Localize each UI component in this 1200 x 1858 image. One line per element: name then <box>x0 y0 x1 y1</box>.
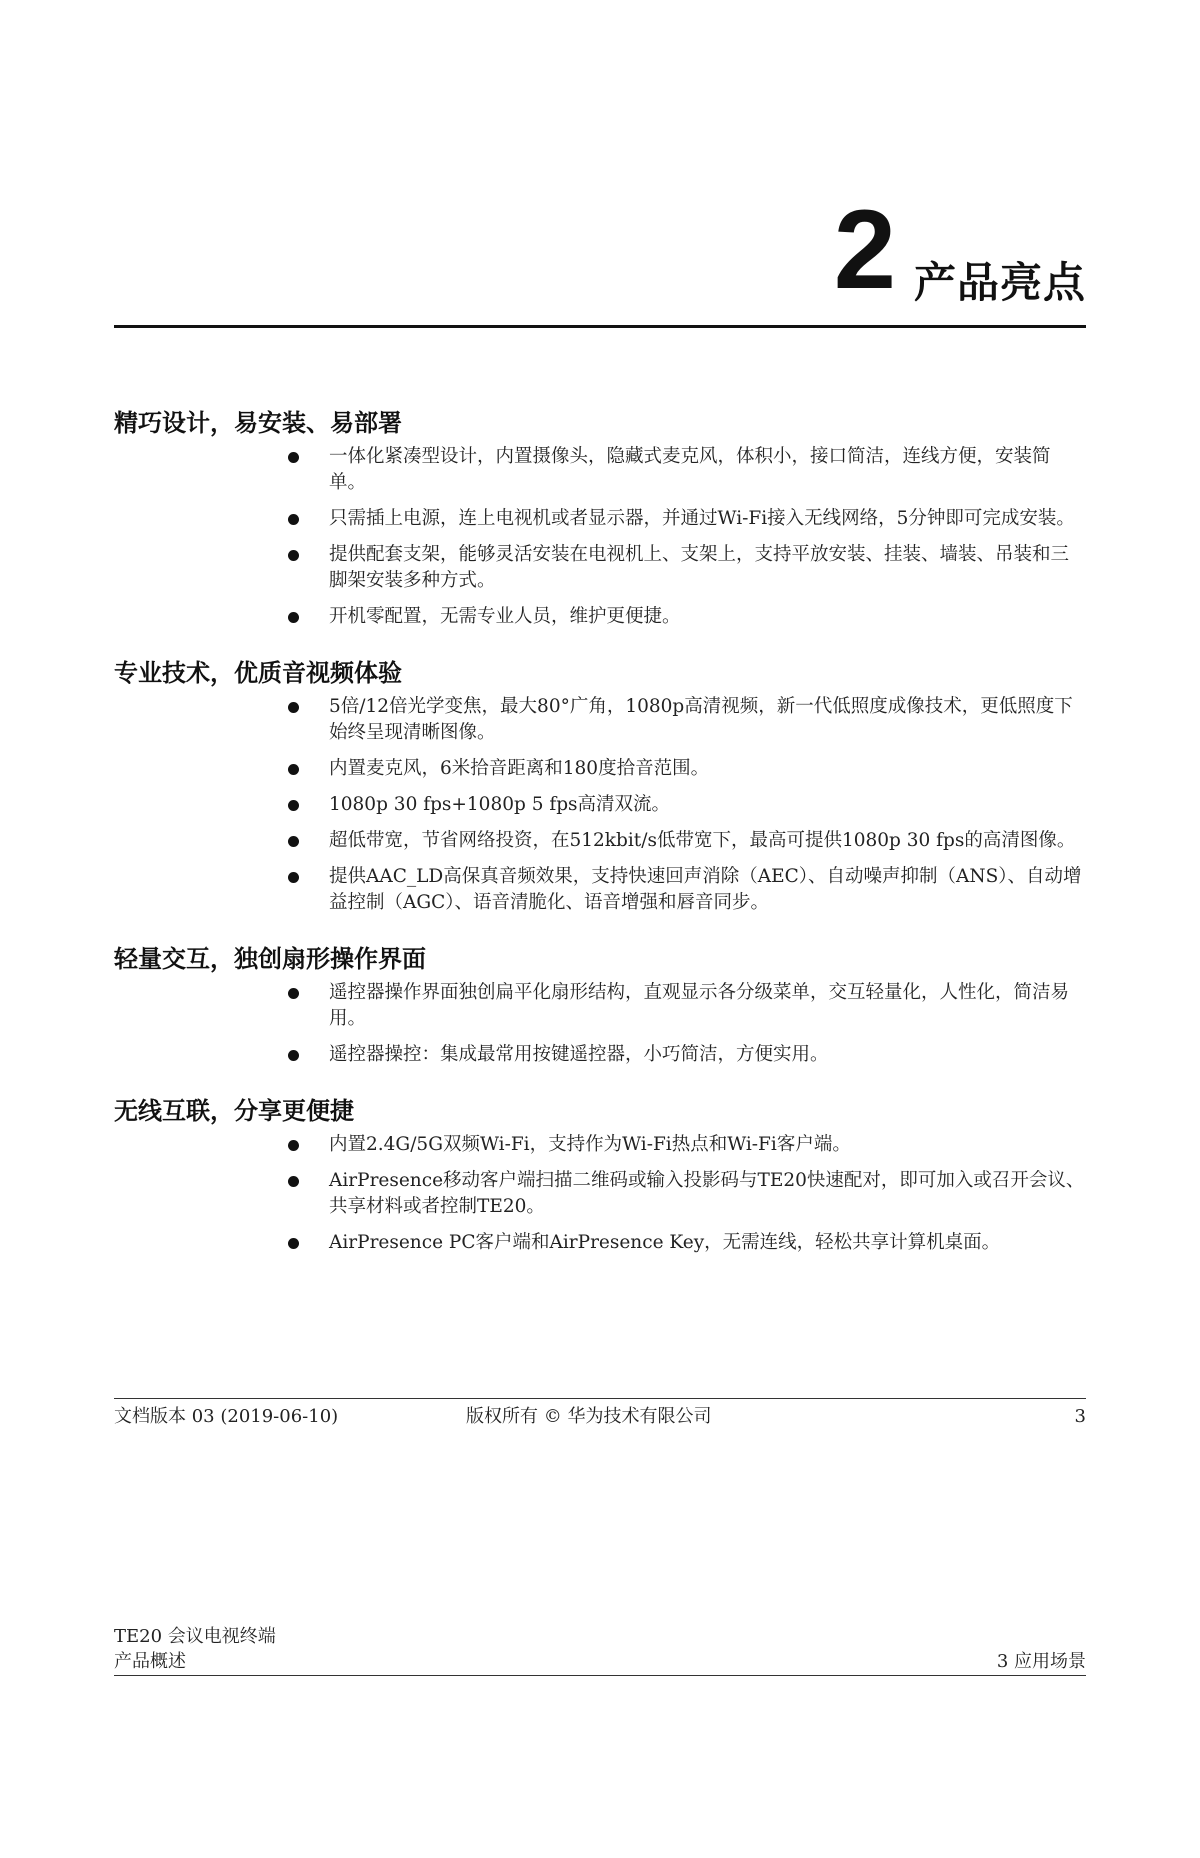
document-subtitle: 产品概述 <box>114 1651 186 1672</box>
list-item-text: 一体化紧凑型设计，内置摄像头，隐藏式麦克风，体积小，接口简洁，连线方便，安装简单。 <box>329 446 1051 493</box>
list-item-text: AirPresence PC客户端和AirPresence Key，无需连线，轻松共享计算机桌面。 <box>329 1232 1001 1253</box>
bullet-list <box>114 444 1086 630</box>
list-item <box>114 542 1086 594</box>
chapter-label: 3 应用场景 <box>996 1651 1086 1672</box>
list-item-text: 内置2.4G/5G双频Wi-Fi，支持作为Wi-Fi热点和Wi-Fi客户端。 <box>329 1134 851 1155</box>
bullet-icon <box>288 1050 299 1061</box>
bullet-icon <box>288 1140 299 1151</box>
bullet-icon <box>288 800 299 811</box>
chapter-number: 2 <box>833 187 896 312</box>
bullet-icon <box>288 702 299 713</box>
list-item-text: 只需插上电源，连上电视机或者显示器，并通过Wi-Fi接入无线网络，5分钟即可完成安装。 <box>329 508 1075 529</box>
list-item <box>114 828 1086 854</box>
section-av-experience <box>114 656 1086 916</box>
list-item <box>114 506 1086 532</box>
bullet-list <box>114 1132 1086 1256</box>
list-item <box>114 1132 1086 1158</box>
bullet-icon <box>288 872 299 883</box>
section-design <box>114 406 1086 630</box>
section-title: 轻量交互，独创扇形操作界面 <box>114 945 426 973</box>
bullet-icon <box>288 836 299 847</box>
chapter-divider <box>114 325 1086 328</box>
list-item-text: AirPresence移动客户端扫描二维码或输入投影码与TE20快速配对，即可加入或召开会议、共享材料或者控制TE20。 <box>329 1170 1085 1217</box>
list-item-text: 提供配套支架，能够灵活安装在电视机上、支架上，支持平放安装、挂装、墙装、吊装和三脚架安装多种方式。 <box>329 544 1070 591</box>
list-item-text: 开机零配置，无需专业人员，维护更便捷。 <box>329 606 681 627</box>
product-name: TE20 会议电视终端 <box>114 1626 276 1647</box>
section-title: 精巧设计，易安装、易部署 <box>114 409 402 437</box>
list-item-text: 1080p 30 fps+1080p 5 fps高清双流。 <box>329 794 671 815</box>
list-item <box>114 1042 1086 1068</box>
list-item-text: 提供AAC_LD高保真音频效果，支持快速回声消除（AEC）、自动噪声抑制（ANS）、自动增益控制（AGC）、语音清脆化、语音增强和唇音同步。 <box>329 866 1082 913</box>
bullet-icon <box>288 988 299 999</box>
list-item <box>114 604 1086 630</box>
chapter-heading <box>114 187 1086 312</box>
bullet-icon <box>288 514 299 525</box>
footer-divider <box>114 1398 1086 1399</box>
list-item-text: 超低带宽，节省网络投资，在512kbit/s低带宽下，最高可提供1080p 30 fps的高清图像。 <box>329 830 1076 851</box>
list-item <box>114 980 1086 1032</box>
list-item-text: 内置麦克风，6米拾音距离和180度拾音范围。 <box>329 758 710 779</box>
section-title: 无线互联，分享更便捷 <box>114 1097 354 1125</box>
bullet-icon <box>288 550 299 561</box>
copyright-notice: 版权所有 © 华为技术有限公司 <box>466 1406 712 1427</box>
list-item-text: 5倍/12倍光学变焦，最大80°广角，1080p高清视频，新一代低照度成像技术，更低照度下始终呈现清晰图像。 <box>329 696 1073 743</box>
bullet-icon <box>288 1176 299 1187</box>
bullet-list <box>114 694 1086 916</box>
main-content <box>114 406 1086 1282</box>
bullet-icon <box>288 612 299 623</box>
section-interaction <box>114 942 1086 1068</box>
section-title: 专业技术，优质音视频体验 <box>114 659 402 687</box>
bullet-icon <box>288 452 299 463</box>
list-item <box>114 1168 1086 1220</box>
bullet-icon <box>288 764 299 775</box>
next-page-header <box>114 1624 1086 1676</box>
list-item-text: 遥控器操作界面独创扁平化扇形结构，直观显示各分级菜单，交互轻量化，人性化，简洁易用。 <box>329 982 1070 1029</box>
page-footer <box>114 1404 1086 1434</box>
bullet-icon <box>288 1238 299 1249</box>
list-item <box>114 694 1086 746</box>
header-divider <box>114 1675 1086 1676</box>
list-item <box>114 756 1086 782</box>
chapter-title: 产品亮点 <box>913 258 1086 307</box>
bullet-list <box>114 980 1086 1068</box>
list-item <box>114 444 1086 496</box>
doc-version: 文档版本 03 (2019-06-10) <box>114 1406 339 1427</box>
page-number: 3 <box>1074 1406 1086 1427</box>
list-item <box>114 792 1086 818</box>
list-item-text: 遥控器操控：集成最常用按键遥控器，小巧简洁，方便实用。 <box>329 1044 829 1065</box>
list-item <box>114 864 1086 916</box>
section-wireless <box>114 1094 1086 1256</box>
list-item <box>114 1230 1086 1256</box>
